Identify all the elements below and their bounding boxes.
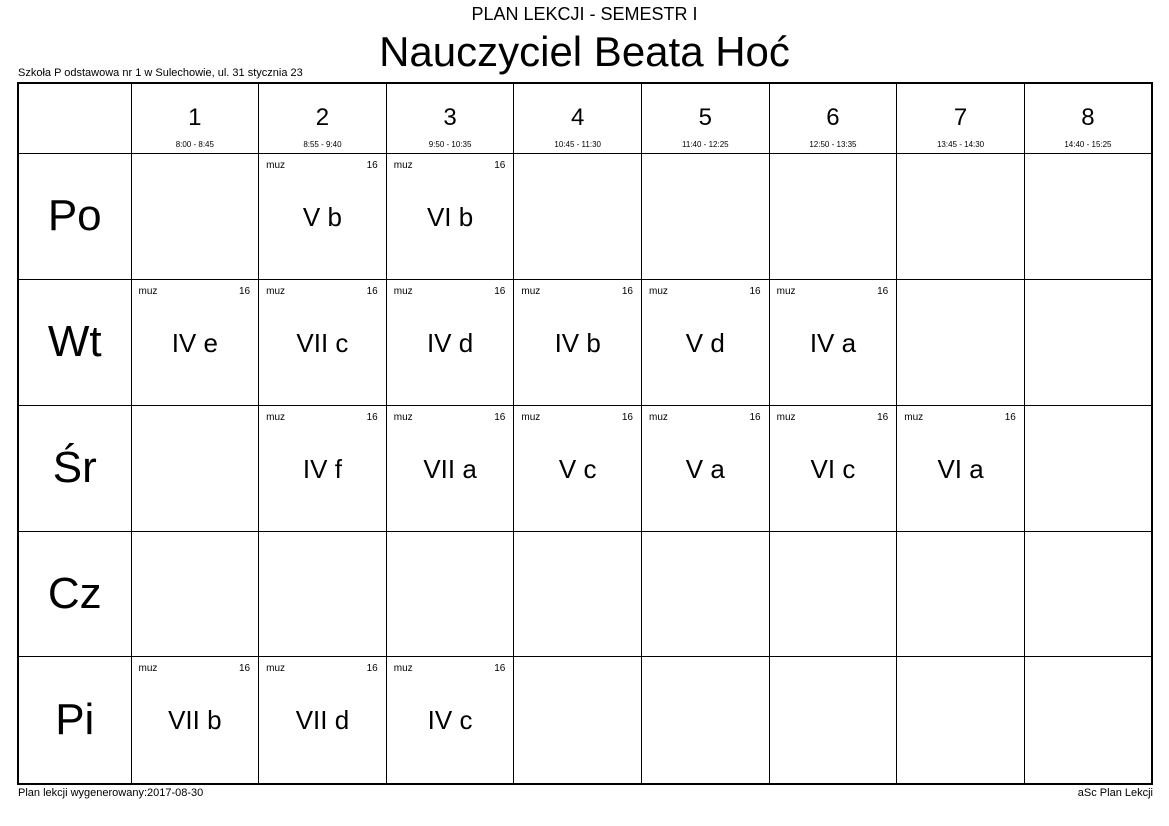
empty-cell (131, 405, 259, 531)
lesson-room: 16 (494, 285, 506, 297)
day-name: Po (18, 154, 131, 280)
lesson-class: VII a (423, 453, 477, 484)
lesson-subject: muz (266, 285, 286, 297)
lesson-class: VI b (426, 202, 474, 232)
lesson-room: 16 (877, 411, 889, 423)
lesson-class: VII c (296, 327, 349, 358)
lesson-cell (514, 279, 642, 405)
empty-cell (1024, 405, 1152, 531)
lesson-class: IV b (554, 327, 601, 358)
period-time: 9:50 - 10:35 (428, 140, 472, 149)
lesson-cell (642, 279, 770, 405)
period-header (897, 83, 1025, 154)
period-number: 8 (1081, 104, 1095, 131)
lesson-room: 16 (494, 160, 506, 171)
period-time: 14:40 - 15:25 (1064, 140, 1112, 149)
lesson-cell (259, 657, 387, 784)
lesson-subject: muz (393, 411, 413, 423)
lesson-subject: muz (266, 663, 286, 675)
day-row (18, 657, 1152, 784)
lesson-class: IV f (302, 453, 342, 484)
lesson-cell (259, 279, 387, 405)
lesson-cell (131, 657, 259, 784)
lesson-subject: muz (521, 411, 541, 423)
lesson-class: V c (558, 453, 597, 484)
lesson-subject: muz (393, 160, 413, 171)
lesson-room: 16 (621, 411, 633, 423)
lesson-room: 16 (239, 285, 251, 297)
period-number: 5 (698, 104, 712, 131)
day-row (18, 154, 1152, 280)
period-time: 10:45 - 11:30 (554, 140, 601, 149)
empty-cell (642, 154, 770, 280)
lesson-subject: muz (649, 411, 668, 423)
empty-cell (1024, 279, 1152, 405)
empty-cell (386, 531, 514, 657)
day-name: Pi (18, 657, 131, 784)
period-number: 7 (953, 104, 968, 131)
lesson-subject: muz (521, 285, 541, 297)
timetable-grid (17, 82, 1153, 785)
lesson-subject: muz (138, 285, 158, 297)
day-row (18, 531, 1152, 657)
corner-cell (18, 83, 131, 154)
lesson-subject: muz (776, 411, 796, 423)
day-name: Wt (18, 279, 131, 405)
lesson-room: 16 (239, 663, 251, 675)
plan-subtitle: PLAN LEKCJI - SEMESTR I (471, 4, 698, 24)
lesson-cell (386, 657, 514, 784)
lesson-subject: muz (776, 285, 796, 297)
lesson-class: IV a (809, 327, 857, 358)
school-name: Szkoła P odstawowa nr 1 w Sulechowie, ul. 31 stycznia 23 (18, 67, 303, 79)
period-header (131, 83, 259, 154)
period-header (769, 83, 897, 154)
period-header (514, 83, 642, 154)
lesson-class: VII b (168, 705, 222, 736)
lesson-subject: muz (266, 411, 286, 423)
lesson-subject: muz (138, 663, 158, 675)
lesson-room: 16 (366, 285, 378, 297)
empty-cell (1024, 154, 1152, 280)
period-time: 8:55 - 9:40 (303, 140, 342, 149)
lesson-room: 16 (494, 663, 506, 675)
lesson-subject: muz (266, 160, 286, 171)
empty-cell (131, 531, 259, 657)
lesson-room: 16 (366, 160, 378, 171)
period-number: 1 (188, 104, 202, 131)
lesson-cell (514, 405, 642, 531)
lesson-cell (897, 405, 1025, 531)
day-name: Śr (18, 405, 131, 531)
empty-cell (769, 154, 897, 280)
empty-cell (897, 154, 1025, 280)
period-time: 12:50 - 13:35 (809, 140, 857, 149)
empty-cell (514, 154, 642, 280)
empty-cell (1024, 657, 1152, 784)
empty-cell (131, 154, 259, 280)
empty-cell (769, 657, 897, 784)
lesson-class: V d (685, 327, 725, 358)
period-time: 13:45 - 14:30 (936, 140, 985, 149)
lesson-room: 16 (366, 411, 378, 423)
software-brand: aSc Plan Lekcji (1077, 787, 1153, 799)
empty-cell (514, 531, 642, 657)
empty-cell (642, 531, 770, 657)
lesson-cell (131, 279, 259, 405)
lesson-class: VI a (937, 453, 984, 484)
period-time: 11:40 - 12:25 (682, 140, 729, 149)
lesson-class: V b (302, 202, 342, 232)
period-number: 3 (443, 104, 457, 131)
empty-cell (769, 531, 897, 657)
lesson-class: IV c (427, 705, 473, 736)
empty-cell (897, 279, 1025, 405)
lesson-room: 16 (494, 411, 506, 423)
lesson-cell (769, 279, 897, 405)
period-time: 8:00 - 8:45 (175, 140, 214, 149)
lesson-class: IV e (171, 327, 218, 358)
lesson-room: 16 (621, 285, 633, 297)
day-name: Cz (18, 531, 131, 657)
period-number: 6 (826, 104, 840, 131)
lesson-class: V a (685, 453, 725, 484)
empty-cell (514, 657, 642, 784)
lesson-cell (259, 405, 387, 531)
empty-cell (642, 657, 770, 784)
lesson-cell (642, 405, 770, 531)
lesson-cell (386, 154, 514, 280)
empty-cell (259, 531, 387, 657)
lesson-class: VI c (810, 453, 856, 484)
period-header-row (18, 83, 1152, 154)
period-header (1024, 83, 1152, 154)
lesson-room: 16 (749, 285, 761, 297)
day-row (18, 405, 1152, 531)
empty-cell (897, 531, 1025, 657)
lesson-cell (769, 405, 897, 531)
day-row (18, 279, 1152, 405)
period-header (386, 83, 514, 154)
lesson-room: 16 (877, 285, 889, 297)
period-header (642, 83, 770, 154)
lesson-room: 16 (366, 663, 378, 675)
lesson-subject: muz (904, 411, 924, 423)
page-title: Nauczyciel Beata Hoć (379, 28, 790, 75)
lesson-room: 16 (1004, 411, 1016, 423)
empty-cell (897, 657, 1025, 784)
period-number: 2 (315, 104, 330, 131)
lesson-subject: muz (393, 663, 413, 675)
lesson-cell (259, 154, 387, 280)
lesson-class: VII d (295, 705, 350, 736)
generated-date: Plan lekcji wygenerowany:2017-08-30 (18, 787, 204, 799)
lesson-room: 16 (749, 411, 761, 423)
lesson-cell (386, 405, 514, 531)
lesson-class: IV d (426, 327, 474, 358)
lesson-subject: muz (393, 285, 413, 297)
lesson-subject: muz (649, 285, 668, 297)
period-number: 4 (571, 104, 585, 131)
lesson-cell (386, 279, 514, 405)
empty-cell (1024, 531, 1152, 657)
period-header (259, 83, 387, 154)
